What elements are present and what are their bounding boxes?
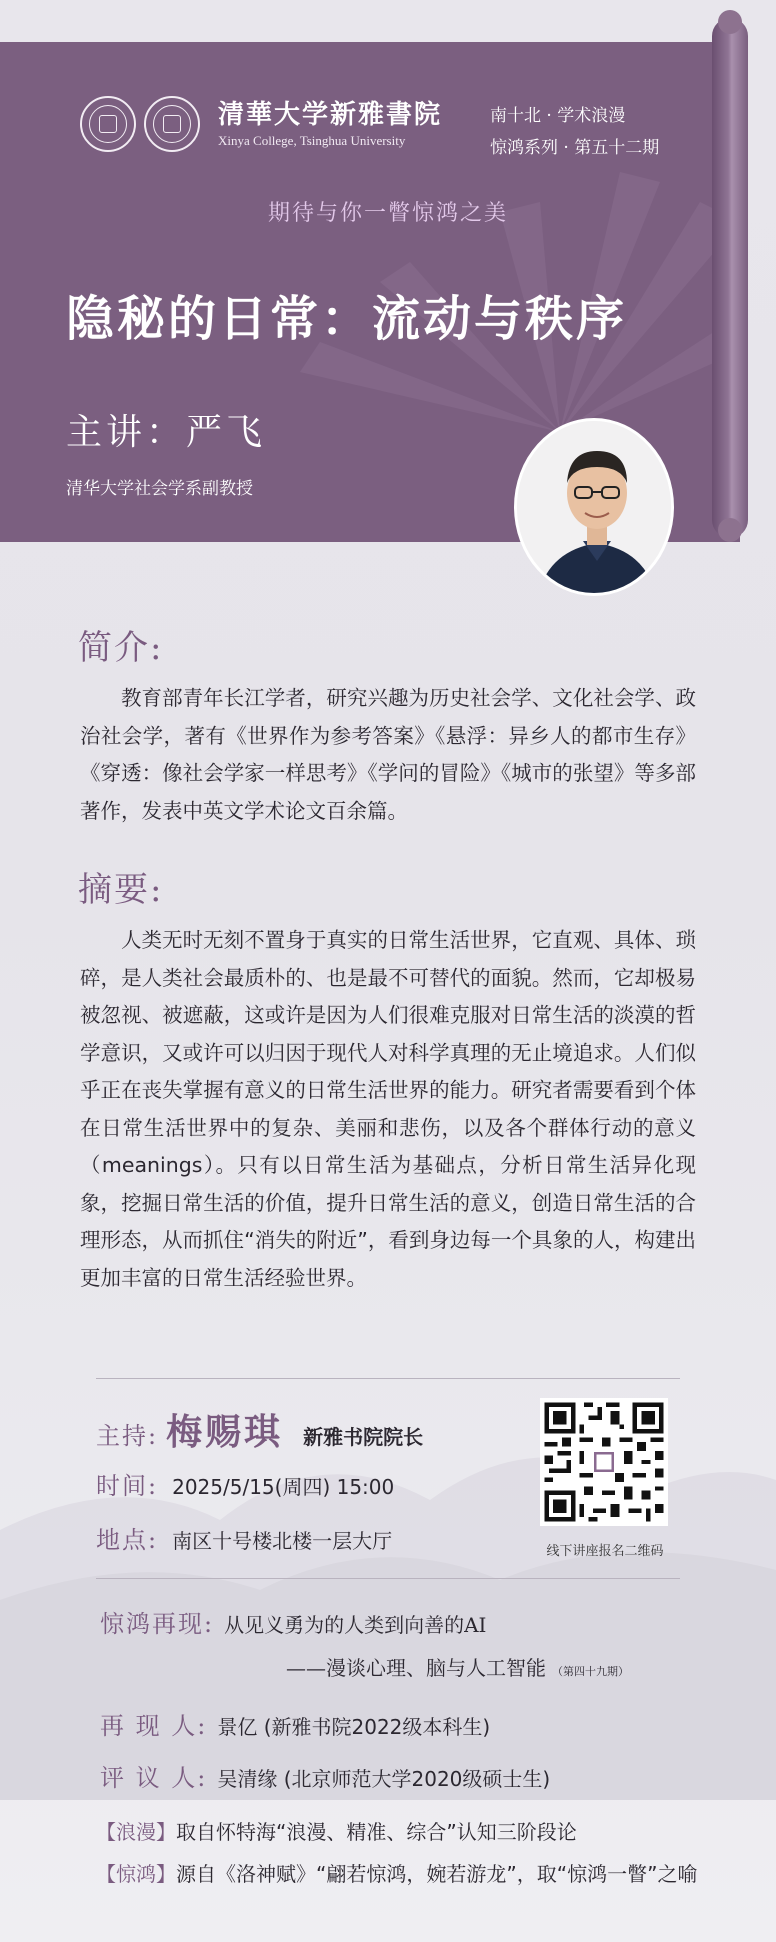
host-name: 梅赐琪 <box>166 1411 284 1453</box>
speaker-affiliation: 清华大学社会学系副教授 <box>66 479 253 499</box>
reprise-issue-note: （第四十九期） <box>552 1665 629 1678</box>
reprise-row <box>100 1604 486 1639</box>
note-romance <box>96 1816 577 1845</box>
brand <box>218 99 442 149</box>
header-logos <box>80 96 442 152</box>
place-label: 地点: <box>96 1526 159 1554</box>
lecture-title: 隐秘的日常：流动与秩序 <box>66 291 628 347</box>
presenter-row <box>100 1706 490 1741</box>
scroll-cap-bottom <box>718 518 742 542</box>
speaker-portrait <box>514 418 674 596</box>
reviewer-value: 吴清缘 (北京师范大学2020级硕士生) <box>217 1767 551 1791</box>
divider-bottom <box>96 1578 680 1579</box>
reprise-subtitle-row <box>286 1652 629 1681</box>
reprise-title: 从见义勇为的人类到向善的AI <box>224 1613 487 1637</box>
host-role: 新雅书院院长 <box>303 1425 424 1449</box>
time-label: 时间: <box>96 1472 159 1500</box>
reprise-label: 惊鸿再现: <box>100 1610 215 1638</box>
intro-heading: 简介: <box>78 628 164 668</box>
series-info <box>490 100 659 164</box>
time-row <box>96 1466 394 1501</box>
qr-code-icon <box>540 1398 668 1526</box>
note-romance-text: 取自怀特海“浪漫、精准、综合”认知三阶段论 <box>176 1820 577 1844</box>
reprise-subtitle: ——漫谈心理、脑与人工智能 <box>286 1656 546 1680</box>
time-value: 2025/5/15(周四) 15:00 <box>172 1475 395 1499</box>
portrait-image <box>517 421 674 596</box>
reviewer-row <box>100 1758 550 1793</box>
presenter-label: 再 现 人: <box>100 1712 208 1740</box>
host-label: 主持: <box>96 1422 159 1450</box>
scroll-cap-top <box>718 10 742 34</box>
presenter-value: 景亿 (新雅书院2022级本科生) <box>217 1715 491 1739</box>
brand-name-cn: 清華大学新雅書院 <box>218 100 443 130</box>
series-line-1: 南十北 · 学术浪漫 <box>490 106 626 126</box>
registration-qr-code[interactable] <box>540 1398 668 1526</box>
brand-name-en: Xinya College, Tsinghua University <box>218 133 406 148</box>
reviewer-label: 评 议 人: <box>100 1764 208 1792</box>
place-row <box>96 1520 392 1555</box>
abstract-text: 人类无时无刻不置身于真实的日常生活世界，它直观、具体、琐碎，是人类社会最质朴的、也是最不可替代的面貌。然而，它却极易被忽视、被遮蔽，这或许是因为人们很难克服对日常生活的淡漠的哲学意识，又或许可以归因于现代人对科学真理的无止境追求。人们似乎正在丧失掌握有意义的日常生活世界的能力。研究者需要看到个体在日常生活世界中的复杂、美丽和悲伤，以及各个群体行动的意义 （meanings）。只有以日常生活为基础点，分析日常生活异化现象，挖掘日常生活的价值，提升日常生活的意义，创造日常生活的合理形态，从而抓住“消失的附近”，看到身边每一个具象的人，构建出更加丰富的日常生活经验世界。 <box>80 928 696 1290</box>
intro-paragraph <box>80 680 696 830</box>
divider-top <box>96 1378 680 1379</box>
intro-text: 教育部青年长江学者，研究兴趣为历史社会学、文化社会学、政治社会学，著有《世界作为参考答案》《悬浮：异乡人的都市生存》《穿透：像社会学家一样思考》《学问的冒险》《城市的张望》等多部著作，发表中英文学术论文百余篇。 <box>80 686 696 823</box>
scroll-roll <box>712 18 748 538</box>
note-jinghong <box>96 1858 697 1887</box>
note-romance-key: 【浪漫】 <box>96 1820 176 1844</box>
tagline: 期待与你一瞥惊鸿之美 <box>267 201 508 226</box>
xinya-seal-icon <box>144 96 200 152</box>
abstract-paragraph <box>80 922 696 1297</box>
qr-label: 线下讲座报名二维码 <box>546 1544 664 1559</box>
series-line-2: 惊鸿系列 · 第五十二期 <box>490 138 660 158</box>
tsinghua-seal-icon <box>80 96 136 152</box>
abstract-heading: 摘要: <box>78 870 164 910</box>
place-value: 南区十号楼北楼一层大厅 <box>172 1529 393 1553</box>
host-row <box>96 1404 423 1455</box>
note-jinghong-key: 【惊鸿】 <box>96 1862 176 1886</box>
speaker-name: 主讲：严飞 <box>66 412 267 453</box>
note-jinghong-text: 源自《洛神赋》“翩若惊鸿，婉若游龙”，取“惊鸿一瞥”之喻 <box>176 1862 698 1886</box>
